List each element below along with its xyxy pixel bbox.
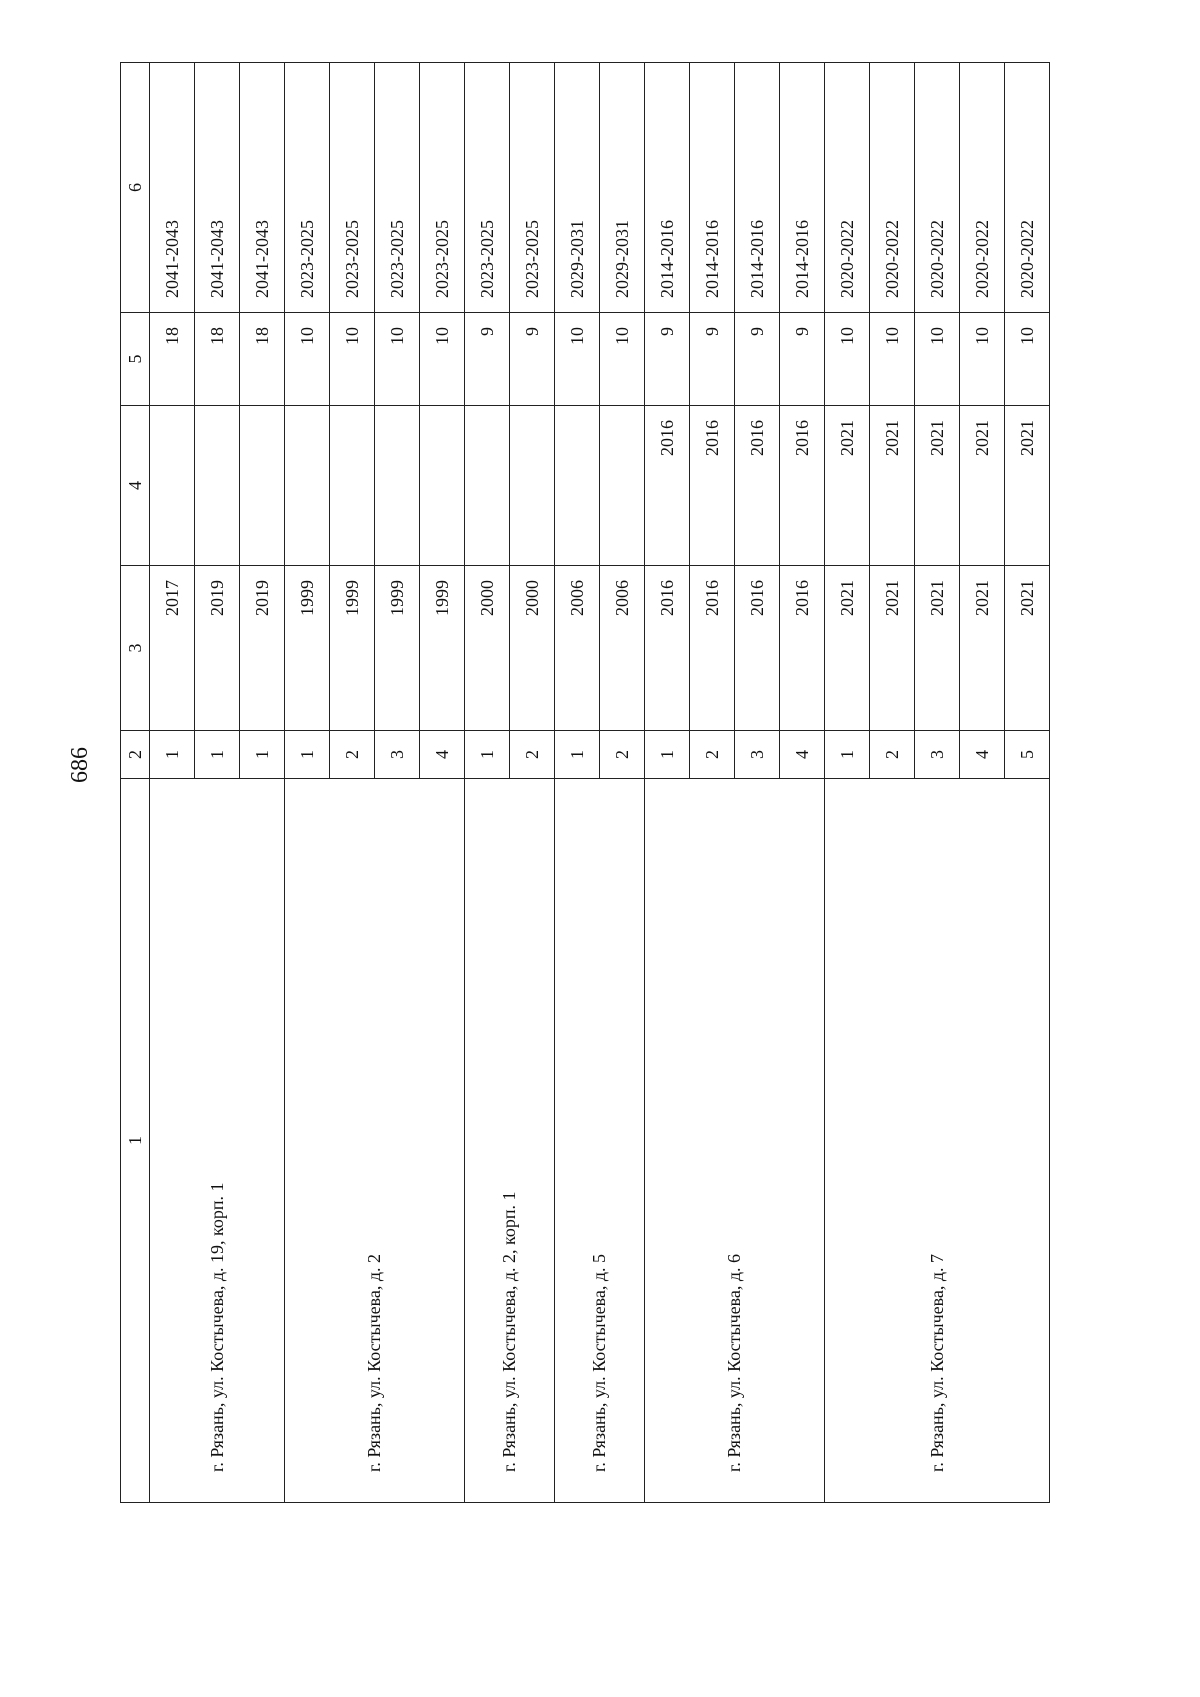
value-cell: 10 [375,313,420,406]
page-number: 686 [67,747,93,783]
number-cell: 1 [240,731,285,779]
value-cell: 18 [240,313,285,406]
table-body [150,63,1050,1503]
year-built-cell: 2017 [150,566,195,731]
value-cell: 10 [555,313,600,406]
year-built-cell: 1999 [285,566,330,731]
period-cell: 2023-2025 [375,63,420,313]
year-built-cell: 1999 [420,566,465,731]
period-cell: 2020-2022 [960,63,1005,313]
number-cell: 2 [510,731,555,779]
value-cell: 9 [510,313,555,406]
year-built-cell: 1999 [330,566,375,731]
period-cell: 2020-2022 [870,63,915,313]
period-cell: 2020-2022 [825,63,870,313]
number-cell: 1 [195,731,240,779]
period-cell: 2014-2016 [780,63,825,313]
address-cell: г. Рязань, ул. Костычева, д. 2, корп. 1 [465,779,555,1503]
year-cell: 2021 [960,406,1005,566]
value-cell: 10 [1005,313,1050,406]
period-cell: 2020-2022 [915,63,960,313]
period-cell: 2020-2022 [1005,63,1050,313]
table-row [150,63,195,1503]
table-row [285,63,330,1503]
value-cell: 9 [780,313,825,406]
year-built-cell: 2000 [510,566,555,731]
value-cell: 10 [825,313,870,406]
value-cell: 10 [330,313,375,406]
number-cell: 1 [285,731,330,779]
year-built-cell: 2021 [870,566,915,731]
value-cell: 9 [465,313,510,406]
year-cell [555,406,600,566]
number-cell: 1 [465,731,510,779]
number-cell: 1 [645,731,690,779]
year-cell [195,406,240,566]
value-cell: 9 [645,313,690,406]
number-cell: 4 [960,731,1005,779]
period-cell: 2029-2031 [555,63,600,313]
year-cell [285,406,330,566]
period-cell: 2023-2025 [465,63,510,313]
year-cell [420,406,465,566]
year-built-cell: 2021 [825,566,870,731]
year-cell [375,406,420,566]
period-cell: 2023-2025 [285,63,330,313]
year-built-cell: 2021 [1005,566,1050,731]
value-cell: 9 [690,313,735,406]
year-cell: 2021 [915,406,960,566]
period-cell: 2014-2016 [645,63,690,313]
year-cell: 2016 [735,406,780,566]
year-built-cell: 2019 [240,566,285,731]
header-cell: 2 [121,731,150,779]
year-built-cell: 2021 [960,566,1005,731]
value-cell: 10 [915,313,960,406]
number-cell: 1 [825,731,870,779]
year-built-cell: 2000 [465,566,510,731]
year-built-cell: 2016 [780,566,825,731]
address-cell: г. Рязань, ул. Костычева, д. 6 [645,779,825,1503]
year-cell [600,406,645,566]
address-cell: г. Рязань, ул. Костычева, д. 19, корп. 1 [150,779,285,1503]
year-cell: 2021 [1005,406,1050,566]
number-cell: 5 [1005,731,1050,779]
table-row [465,63,510,1503]
year-built-cell: 2019 [195,566,240,731]
number-cell: 4 [780,731,825,779]
period-cell: 2023-2025 [420,63,465,313]
value-cell: 10 [285,313,330,406]
number-cell: 4 [420,731,465,779]
header-row [121,63,150,1503]
value-cell: 10 [420,313,465,406]
header-cell: 5 [121,313,150,406]
value-cell: 10 [600,313,645,406]
year-cell [465,406,510,566]
year-built-cell: 2016 [690,566,735,731]
year-cell: 2021 [870,406,915,566]
number-cell: 1 [150,731,195,779]
year-cell [150,406,195,566]
value-cell: 18 [150,313,195,406]
year-cell: 2021 [825,406,870,566]
period-cell: 2023-2025 [510,63,555,313]
year-cell [330,406,375,566]
table-row [555,63,600,1503]
value-cell: 9 [735,313,780,406]
year-built-cell: 2006 [600,566,645,731]
header-cell: 3 [121,566,150,731]
period-cell: 2014-2016 [690,63,735,313]
year-built-cell: 2021 [915,566,960,731]
header-cell: 6 [121,63,150,313]
number-cell: 1 [555,731,600,779]
address-cell: г. Рязань, ул. Костычева, д. 7 [825,779,1050,1503]
year-cell [240,406,285,566]
value-cell: 10 [960,313,1005,406]
year-cell: 2016 [780,406,825,566]
rotated-table-container [120,63,1050,1503]
table-row [825,63,870,1503]
year-built-cell: 2016 [735,566,780,731]
period-cell: 2023-2025 [330,63,375,313]
year-cell: 2016 [645,406,690,566]
data-table [120,62,1050,1503]
value-cell: 18 [195,313,240,406]
year-built-cell: 2006 [555,566,600,731]
number-cell: 2 [870,731,915,779]
address-cell: г. Рязань, ул. Костычева, д. 5 [555,779,645,1503]
year-built-cell: 1999 [375,566,420,731]
number-cell: 2 [330,731,375,779]
year-cell: 2016 [690,406,735,566]
period-cell: 2029-2031 [600,63,645,313]
number-cell: 3 [735,731,780,779]
header-cell: 4 [121,406,150,566]
period-cell: 2041-2043 [150,63,195,313]
number-cell: 2 [690,731,735,779]
address-cell: г. Рязань, ул. Костычева, д. 2 [285,779,465,1503]
table-row [645,63,690,1503]
number-cell: 3 [915,731,960,779]
year-built-cell: 2016 [645,566,690,731]
period-cell: 2041-2043 [240,63,285,313]
year-cell [510,406,555,566]
value-cell: 10 [870,313,915,406]
period-cell: 2041-2043 [195,63,240,313]
number-cell: 3 [375,731,420,779]
period-cell: 2014-2016 [735,63,780,313]
number-cell: 2 [600,731,645,779]
header-cell: 1 [121,779,150,1503]
